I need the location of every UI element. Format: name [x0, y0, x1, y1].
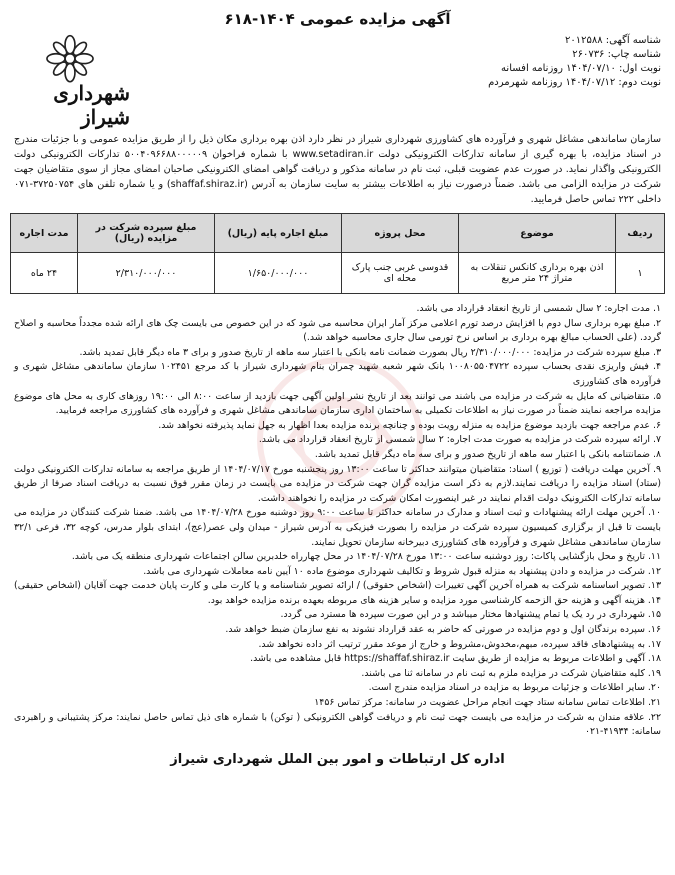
cell-deposit: ۲/۳۱۰/۰۰۰/۰۰۰ — [78, 253, 215, 294]
term-12: ۱۲. شرکت در مزایده و دادن پیشنهاد به منزله قبول شروط و تکالیف شهرداری موضوع ماده ۱۰ آیین نامه معاملات شهرداری می باشد. — [143, 565, 661, 577]
footer-signature: اداره کل ارتباطات و امور بین الملل شهرداری شیراز — [170, 751, 505, 767]
term-3: ۳. مبلغ سپرده شرکت در مزایده: ۲/۳۱۰/۰۰۰/۰۰۰ ریال بصورت ضمانت نامه بانکی با اعتبار سه ماهه از تاریخ صدور و برای ۳ ماه دیگر قابل تمدید باشد. — [79, 346, 661, 358]
flower-emblem-icon — [35, 34, 105, 85]
intro-line-3: ۵۰۰۴۰۹۶۶۸۸۰۰۰۰۰۹ تدارکات الکترونیکی دولت الکترونیکی واگذار نماید. در صورت عدم عضویت قبلی، ثبت نام در سامانه مذکور و — [14, 149, 661, 175]
col-header-location: محل پروژه — [342, 214, 459, 253]
term-14: ۱۴. هزینه آگهی و هزینه حق الزحمه کارشناسی مورد مزایده و سایر هزینه های مربوطه بعهده برنده مزایده خواهد بود. — [207, 594, 661, 606]
term-5: ۵. متقاضیانی که مایل به شرکت در مزایده می باشند می توانند بعد از تاریخ نشر اولین آگهی جهت بازدید از ساعت ۸:۰۰ الی ۱۹:۰۰ روزهای کاری به محل های موضوع مزایده مراجعه نمایند ضمناً در صورت نیاز به اطلاعات تکمیلی به ساختمان اداری سازمان ساماندهی مشاغل شهری و فرآورده های کشاورزی مراجعه فرمایید. — [14, 390, 661, 417]
intro-line-5: آدرس (shaffaf.shiraz.ir) و یا شماره تلفن های ۳۷۲۵۰۷۵۴-۰۷۱ داخلی ۲۲۲ تماس حاصل فرمایید. — [14, 179, 661, 205]
notice-title-text: آگهی مزایده عمومی — [300, 10, 451, 28]
term-1: ۱. مدت اجاره: ۲ سال شمسی از تاریخ انعقاد قرارداد می باشد. — [416, 303, 661, 314]
second-run: نوبت دوم: ۱۴۰۴/۰۷/۱۲ روزنامه شهرمردم — [488, 77, 661, 88]
term-20: ۲۰. سایر اطلاعات و جزئیات مربوط به مزایده در اسناد مزایده مندرج است. — [368, 682, 661, 694]
cell-base-rent: ۱/۶۵۰/۰۰۰/۰۰۰ — [215, 253, 342, 294]
notice-meta — [130, 34, 665, 129]
intro-line-2: عمومی و با جزئیات مندرج در اسناد مزایده، با بهره گیری از سامانه تدارکات الکترونیکی دولت www.setadiran.ir با شماره فراخوان — [14, 134, 661, 160]
notice-id: شناسه آگهی: ۲۰۱۲۵۸۸ — [564, 35, 661, 46]
col-header-row-number: ردیف — [616, 214, 665, 253]
term-2: ۲. مبلغ بهره برداری سال دوم با افزایش درصد تورم اعلامی مرکز آمار ایران محاسبه می شود که در این خصوص می بایست چک های ارائه شده مجدداً محاسبه و اصلاح گردد. (علی الحساب مبالغ بهره برداری بر اساس نرخ تورمی سال جاری محاسبه خواهد شد.) — [14, 317, 661, 344]
term-17: ۱۷. به پیشنهادهای فاقد سپرده، مبهم،مخدوش،مشروط و خارج از موعد مقرر ترتیب اثر داده نخواهد شد. — [258, 638, 661, 650]
notice-title — [10, 10, 665, 28]
cell-subject: اذن بهره برداری کانکس تنقلات به متراژ ۲۴ متر مربع — [459, 253, 616, 294]
auction-items-table — [10, 213, 665, 294]
logo-text: شهرداری شیراز — [53, 81, 130, 129]
term-16: ۱۶. سپرده برندگان اول و دوم مزایده در صورتی که حاضر به عقد قرارداد نشوند به نفع سازمان ضبط خواهد شد. — [225, 624, 661, 636]
col-header-deposit: مبلغ سپرده شرکت در مزایده (ریال) — [78, 214, 215, 253]
shiraz-municipality-logo — [10, 34, 130, 129]
term-8: ۸. ضمانتنامه بانکی با اعتبار سه ماهه از تاریخ صدور و برای سه ماه دیگر قابل تمدید باشد. — [314, 448, 661, 460]
col-header-base-rent: مبلغ اجاره پایه (ریال) — [215, 214, 342, 253]
table-header-row — [11, 214, 665, 253]
intro-paragraph — [14, 132, 661, 207]
term-7: ۷. ارائه سپرده شرکت در مزایده به صورت مدت اجاره: ۲ سال شمسی از تاریخ انعقاد قرارداد می باشد. — [258, 434, 661, 446]
term-10: ۱۰. آخرین مهلت ارائه پیشنهادات و ثبت اسناد و مدارک در سامانه حداکثر تا ساعت ۹:۰۰ روز دوشنبه مورخ ۱۴۰۴/۰۷/۲۸ می باشد. ضمنا شرکت کنندگان در مزایده می بایست تا قبل از برگزاری کمیسیون سپرده شرکت در مزایده را بصورت فیزیکی به آدرس شیراز - میدان ولی عصر(عج)، ابتدای بلوار مدرس، کوچه ۳۲، فرعی ۳۲/۱ سازمان ساماندهی مشاغل شهری و فرآورده های کشاورزی دبیرخانه سازمان تحویل نمایند. — [14, 507, 661, 548]
term-22: ۲۲. علاقه مندان به شرکت در مزایده می بایست جهت ثبت نام و دریافت گواهی الکترونیکی ( توکن) با شماره های ذیل تماس حاصل نمایند: مرکز پشتیبانی و راهبردی سامانه: ۴۱۹۳۴-۰۲۱ — [14, 711, 661, 738]
intro-line-1: سازمان ساماندهی مشاغل شهری و فرآورده های کشاورزی شهرداری شیراز در نظر دارد اذن بهره برداری مکان ذیل را از طریق مزایده — [122, 134, 661, 145]
term-13: ۱۳. تصویر اساسنامه شرکت به همراه آخرین آگهی تغییرات (اشخاص حقوقی) / ارائه تصویر شناسنامه و یا کارت ملی و کارت پایان خدمت جهت آقایان (اشخاص حقیقی) — [14, 580, 661, 592]
notice-number: ۶۱۸-۱۴۰۴ — [224, 10, 295, 28]
print-id: شناسه چاپ: ۲۶۰۷۳۶ — [572, 49, 661, 60]
table-row — [11, 253, 665, 294]
cell-location: قدوسی غربی جنب پارک محله ای — [342, 253, 459, 294]
col-header-subject: موضوع — [459, 214, 616, 253]
term-18: ۱۸. آگهی و اطلاعات مربوط به مزایده از طریق سایت https://shaffaf.shiraz.ir قابل مشاهده می باشد. — [250, 653, 661, 665]
term-6: ۶. عدم مراجعه جهت بازدید موضوع مزایده به منزله رویت بوده و چنانچه برنده مزایده بعدا اظهار به جهل نماید پذیرفته نخواهد شد. — [158, 419, 661, 431]
term-21: ۲۱. اطلاعات تماس سامانه ستاد جهت انجام مراحل عضویت در سامانه: مرکز تماس ۱۴۵۶ — [314, 697, 661, 709]
first-run: نوبت اول: ۱۴۰۴/۰۷/۱۰ روزنامه افسانه — [501, 63, 661, 74]
term-19: ۱۹. کلیه متقاضیان شرکت در مزایده ملزم به ثبت نام در سامانه ثنا می باشند. — [361, 667, 661, 679]
header-row — [10, 34, 665, 129]
term-11: ۱۱. تاریخ و محل بازگشایی پاکات: روز دوشنبه ساعت ۱۳:۰۰ مورخ ۱۴۰۴/۰۷/۲۸ در محل چهارراه خلدبرین سالن اجتماعات شهرداری منطقه یک می باشد. — [71, 551, 661, 563]
term-9: ۹. آخرین مهلت دریافت ( توزیع ) اسناد: متقاضیان میتوانند حداکثر تا ساعت ۱۳:۰۰ روز پنجشنبه مورخ ۱۴۰۴/۰۷/۱۷ از طریق مراجعه به سامانه تدارکات الکترونیکی دولت (ستاد) اسناد مزایده را دریافت نمایند.لازم به ذکر است مزایده گران جهت شرکت در مزایده می بایست در زمان مقرر فوق نسبت به دریافت اسناد صرفا از طریق سامانه تدارکات الکترونیک دولت اقدام نمایند در غیر اینصورت امکان شرکت در مزایده را نخواهند داشت. — [14, 463, 661, 504]
cell-row-number: ۱ — [616, 253, 665, 294]
notice-page — [10, 6, 665, 868]
intro-line-4: دریافت گواهی امضای الکترونیکی صاحبان امضای مجاز از سوی متقاضیان جهت شرکت در مزایده الزامی می باشد. ضمناً درصورت نیاز به اطلاعات بیشتر به سایت سازمان به — [14, 164, 661, 190]
terms-list — [14, 302, 661, 740]
term-4: ۴. فیش واریزی نقدی بحساب سپرده ۱۰۰۸۰۵۵۰۴۷۲۲ بانک شهر شعبه شهید چمران بنام شهرداری شیراز با کد مرجع ۱۰۲۴۵۱ سازمان ساماندهی مشاغل شهری و فرآورده های کشاورزی — [14, 361, 661, 387]
cell-duration: ۲۴ ماه — [11, 253, 78, 294]
col-header-duration: مدت اجاره — [11, 214, 78, 253]
term-15: ۱۵. شهرداری در رد یک یا تمام پیشنهادها مختار میباشد و در این صورت سپرده ها مسترد می گردد. — [280, 609, 661, 621]
